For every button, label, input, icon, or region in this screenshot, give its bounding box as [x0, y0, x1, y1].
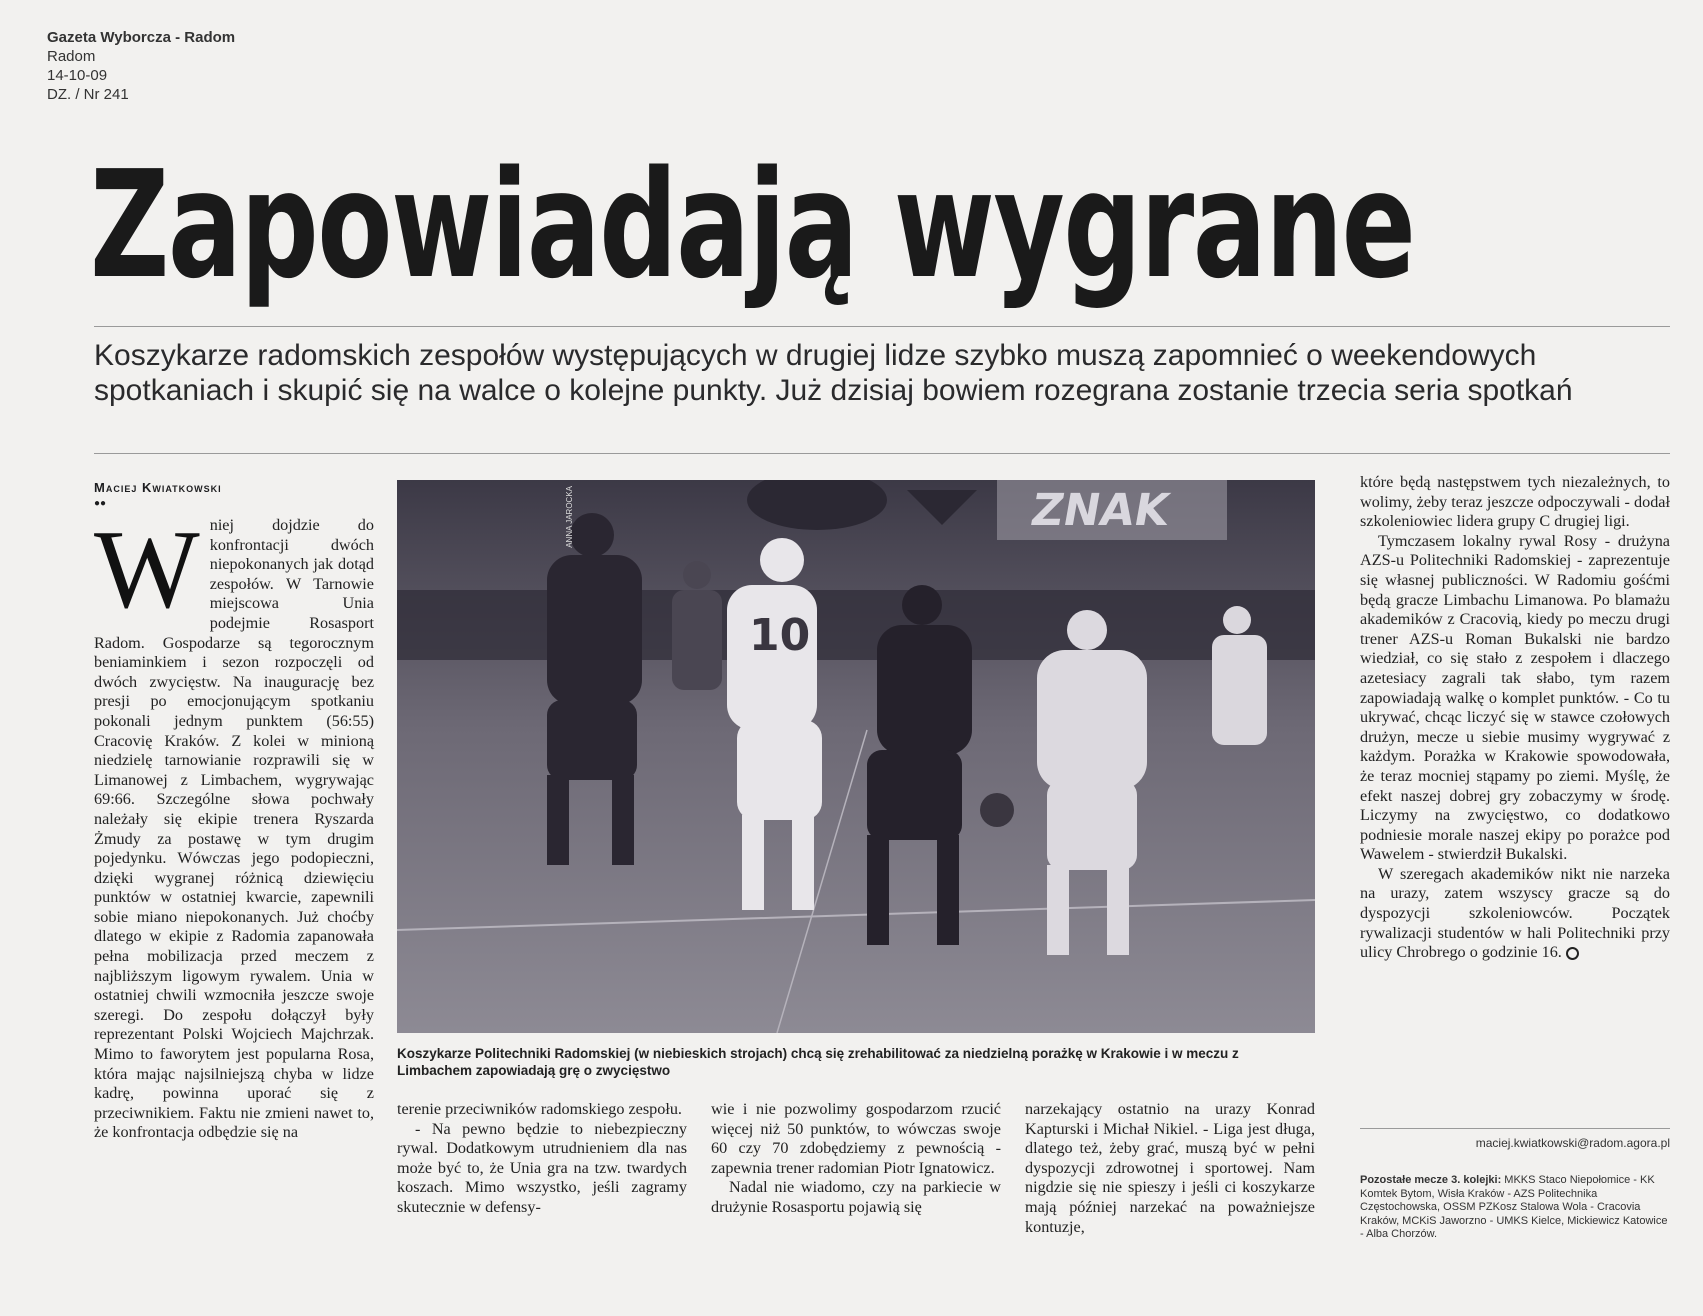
author-email: maciej.kwiatkowski@radom.agora.pl	[1475, 1136, 1670, 1150]
issue-number: DZ. / Nr 241	[47, 86, 129, 103]
lead-bottom-rule	[94, 453, 1670, 454]
column-5	[1360, 473, 1670, 963]
banner-znak: ZNAK	[1027, 485, 1173, 536]
column-3	[711, 1100, 1001, 1218]
column-5-paragraph-1: które będą następstwem tych niezależnych, to wolimy, żeby teraz jeszcze odpoczywali - dodał szkoleniowiec lidera grupy C drugiej ligi.	[1360, 473, 1670, 531]
byline-mark: ●●	[94, 498, 107, 509]
photo-credit: ANNA JAROCKA	[565, 486, 574, 548]
photo-caption: Koszykarze Politechniki Radomskiej (w niebieskich strojach) chcą się zrehabilitować za niedzielną porażkę w Krakowie i w meczu z Limbachem zapowiadają grę o zwycięstwo	[397, 1046, 1239, 1078]
lead-top-rule	[94, 326, 1670, 327]
column-2-paragraph-2: - Na pewno będzie to niebezpieczny rywal. Dodatkowym utrudnieniem dla nas może być to, że Unia gra na tzw. twardych koszach. Mimo wszystko, jeśli zagramy skutecznie w defensy-	[397, 1119, 687, 1216]
column-3-paragraph-1: wie i nie pozwolimy gospodarzom rzucić więcej niż 50 punktów, to wówczas swoje 60 czy 70 zdobędziemy z pewnością - zapewnia trener radomian Piotr Ignatowicz.	[711, 1100, 1001, 1177]
end-mark-icon	[1566, 947, 1579, 960]
email-rule	[1360, 1128, 1670, 1129]
column-4-paragraph-1: narzekający ostatnio na urazy Konrad Kapturski i Michał Nikiel. - Liga jest długa, dlatego też, żeby grać, muszą być w pełni dyspozycji zdrowotnej i sportowej. Nam nigdzie się nie spieszy i jeśli ci koszykarze mają później narzekać na poważniejsze kontuzje,	[1025, 1100, 1315, 1236]
column-5-paragraph-3-text: W szeregach akademików nikt nie narzeka na urazy, zatem wszyscy gracze są do dyspozycji szkoleniowców. Początek rywalizacji studentów w hali Politechniki przy ulicy Chrobrego o godzinie 16.	[1360, 864, 1670, 962]
column-5-paragraph-3	[1360, 865, 1670, 963]
column-1-paragraph	[94, 508, 374, 1143]
column-5-paragraph-2: Tymczasem lokalny rywal Rosy - drużyna AZS-u Politechniki Radomskiej - zaprezentuje się własnej publiczności. W Radomiu gośćmi będą gracze Limbachu Limanowa. Po blamażu akademików z Cracovią, kiedy po meczu drugi trener AZS-u Roman Bukalski nie bardzo wiedział, co się stało z zespołem i dlaczego azetesiacy zagrali tak słabo, tym razem zapowiadają walkę o komplet punktów. - Co tu ukrywać, chcąc liczyć się w stawce czołowych drużyn, mecze u siebie musimy wygrywać z każdym. Porażka w Krakowie spowodowała, że teraz mocniej stąpamy po ziemi. Myślę, że efekt naszej dobrej gry zobaczymy w środę. Liczymy na zwycięstwo, co dodatkowo podniesie morale naszej ekipy po porażce pod Wawelem - stwierdził Bukalski.	[1360, 531, 1670, 864]
article-photo	[397, 480, 1315, 1033]
byline: Maciej Kwiatkowski	[94, 480, 222, 495]
jersey-number: 10	[749, 610, 811, 661]
column-4	[1025, 1100, 1315, 1237]
lead-paragraph: Koszykarze radomskich zespołów występujących w drugiej lidze szybko muszą zapomnieć o weekendowych spotkaniach i skupić się na walce o kolejne punkty. Już dzisiaj bowiem rozegrana zostanie trzecia seria spotkań	[94, 339, 1573, 407]
column-2	[397, 1100, 687, 1218]
drop-cap: W	[94, 508, 200, 632]
edition: Radom	[47, 48, 96, 65]
headline: Zapowiadają wygrane	[90, 139, 1415, 311]
publication-info	[47, 28, 235, 104]
column-1-text: niej dojdzie do konfrontacji dwóch niepokonanych jak dotąd zespołów. W Tarnowie miejscowa Unia podejmie Rosasport Radom. Gospodarze są tegorocznym beniaminkiem i sezon rozpoczęli od dwóch zwycięstw. Na inaugurację bez presji po emocjonującym spotkaniu pokonali jednym punktem (56:55) Cracovię Kraków. Z kolei w minioną niedzielę tarnowianie rozprawili się w Limanowej z Limbachem, wygrywając 69:66. Szczególne słowa pochwały należały się ekipie trenera Ryszarda Żmudy za postawę w tym drugim pojedynku. Wówczas jego podopieczni, dzięki wygranej różnicą dziewięciu punktów w ostatniej kwarcie, zapewnili sobie miano niepokonanych. Już choćby dlatego w ekipie z Radomia zapanowała pełna mobilizacja przed meczem z najbliższym ligowym rywalem. Unia w ostatniej chwili wzmocniła jeszcze swoje szeregi. Do zespołu dołączył były reprezentant Polski Wojciech Majchrzak. Mimo to faworytem jest popularna Rosa, która mając najsilniejszą chyba w lidze kadrę, powinna uporać się z przeciwnikiem. Faktu nie zmieni nawet to, że konfrontacja odbędzie się na	[94, 516, 374, 1142]
publication-source: Gazeta Wyborcza - Radom	[47, 29, 236, 46]
other-games-text: MKKS Staco Niepołomice - KK Komtek Bytom, Wisła Kraków - AZS Politechnika Częstochowska, OSSM PZKosz Stalowa Wola - Cracovia Kraków, MCKiS Jaworzno - UMKS Kielce, Mickiewicz Katowice - Alba Chorzów.	[1360, 1174, 1668, 1240]
basketball-photo-illustration	[397, 480, 1315, 1033]
other-games-label: Pozostałe mecze 3. kolejki:	[1360, 1174, 1502, 1186]
publication-date: 14-10-09	[47, 67, 108, 84]
other-games-box	[1360, 1174, 1672, 1242]
column-1	[94, 508, 374, 1143]
column-2-paragraph-1: terenie przeciwników radomskiego zespołu.	[397, 1100, 682, 1118]
column-3-paragraph-2: Nadal nie wiadomo, czy na parkiecie w drużynie Rosasportu pojawią się	[711, 1178, 1001, 1216]
